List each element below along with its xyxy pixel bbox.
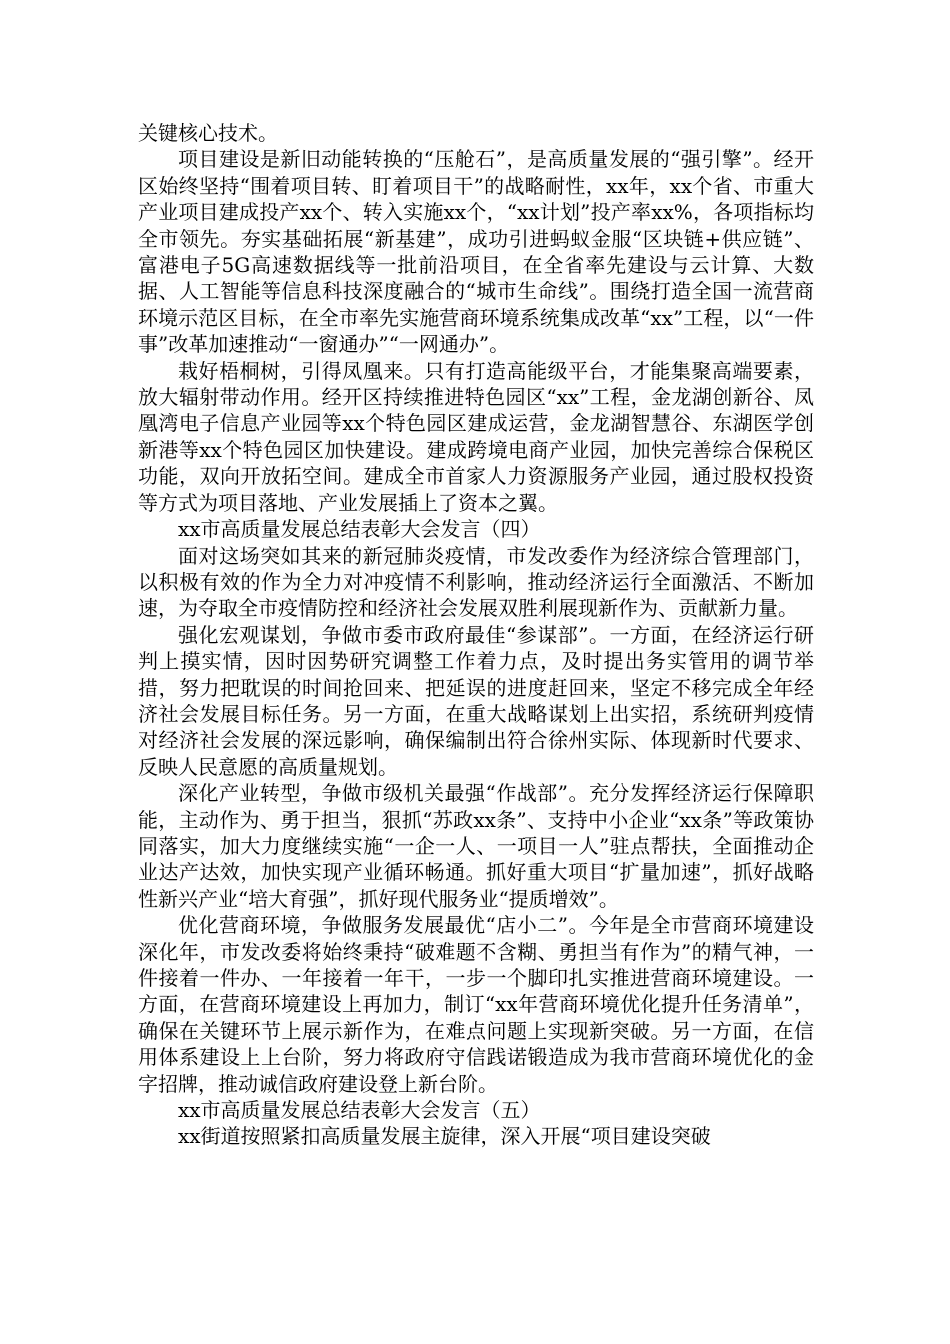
paragraph-epidemic-response: 面对这场突如其来的新冠肺炎疫情，市发改委作为经济综合管理部门，以积极有效的作为全力对冲疫情不利影响，推动经济运行全面激活、不断加速，为夺取全市疫情防控和经济社会发展双胜利展现新作为、贡献新力量。 [138,543,814,621]
section-heading-5: xx市高质量发展总结表彰大会发言（五） [178,1098,541,1123]
document-body [138,120,814,1150]
paragraph-platform: 栽好梧桐树，引得凤凰来。只有打造高能级平台，才能集聚高端要素，放大辐射带动作用。经开区持续推进特色园区“xx”工程，金龙湖创新谷、凤凰湾电子信息产业园等xx个特色园区建成运营，金龙湖智慧谷、东湖医学创新港等xx个特色园区加快建设。建成跨境电商产业园，加快完善综合保税区功能，双向开放拓空间。建成全市首家人力资源服务产业园，通过股权投资等方式为项目落地、产业发展插上了资本之翼。 [138,358,814,515]
paragraph-street-office: xx街道按照紧扣高质量发展主旋律，深入开展“项目建设突破 [178,1124,711,1149]
paragraph-industry-transformation: 深化产业转型，争做市级机关最强“作战部”。充分发挥经济运行保障职能，主动作为、勇于担当，狠抓“苏政xx条”、支持中小企业“xx条”等政策协同落实，加大力度继续实施“一企一人、一项目一人”驻点帮扶，全面推动企业达产达效，加快实现产业循环畅通。抓好重大项目“扩量加速”，抓好战略性新兴产业“培大育强”，抓好现代服务业“提质增效”。 [138,781,814,911]
section-heading-4: xx市高质量发展总结表彰大会发言（四） [178,517,541,542]
paragraph-project-construction: 项目建设是新旧动能转换的“压舱石”，是高质量发展的“强引擎”。经开区始终坚持“围着项目转、盯着项目干”的战略耐性，xx年，xx个省、市重大产业项目建成投产xx个、转入实施xx个，“xx计划”投产率xx%，各项指标均全市领先。夯实基础拓展“新基建”，成功引进蚂蚁金服“区块链+供应链”、富港电子5G高速数据线等一批前沿项目，在全省率先建设与云计算、大数据、人工智能等信息科技深度融合的“城市生命线”。围绕打造全国一流营商环境示范区目标，在全市率先实施营商环境系统集成改革“xx”工程，以“一件事”改革加速推动“一窗通办”“一网通办”。 [138,147,814,357]
paragraph-business-environment: 优化营商环境，争做服务发展最优“店小二”。今年是全市营商环境建设深化年，市发改委将始终秉持“破难题不含糊、勇担当有作为”的精气神，一件接着一件办、一年接着一年干，一步一个脚印扎实推进营商环境建设。一方面，在营商环境建设上再加力，制订“xx年营商环境优化提升任务清单”，确保在关键环节上展示新作为，在难点问题上实现新突破。另一方面，在信用体系建设上上台阶，努力将政府守信践诺锻造成为我市营商环境优化的金字招牌，推动诚信政府建设登上新台阶。 [138,913,814,1096]
paragraph-continuation: 关键核心技术。 [138,121,278,145]
paragraph-macro-planning: 强化宏观谋划，争做市委市政府最佳“参谋部”。一方面，在经济运行研判上摸实情，因时因势研究调整工作着力点，及时提出务实管用的调节举措，努力把耽误的时间抢回来、把延误的进度赶回来，坚定不移完成全年经济社会发展目标任务。另一方面，在重大战略谋划上出实招，系统研判疫情对经济社会发展的深远影响，确保编制出符合徐州实际、体现新时代要求、反映人民意愿的高质量规划。 [138,622,814,779]
